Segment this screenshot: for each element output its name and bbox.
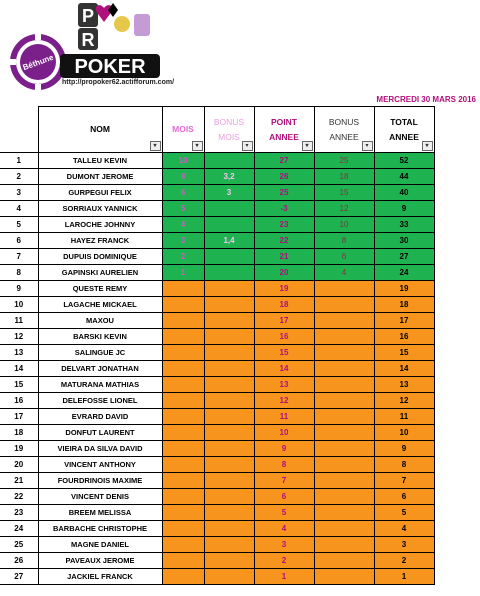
table-row — [0, 233, 434, 249]
mois-cell: 6 — [162, 185, 204, 201]
mois-cell: 1 — [162, 265, 204, 281]
row-rank: 27 — [0, 569, 38, 585]
row-rank: 1 — [0, 153, 38, 169]
total-annee-cell: 44 — [374, 169, 434, 185]
table-row — [0, 217, 434, 233]
table-row — [0, 569, 434, 585]
row-rank: 16 — [0, 393, 38, 409]
total-annee-cell: 3 — [374, 537, 434, 553]
player-name: DUPUIS DOMINIQUE — [38, 249, 162, 265]
point-annee-cell: 19 — [254, 281, 314, 297]
bonus-mois-cell — [204, 473, 254, 489]
mois-cell: 3 — [162, 233, 204, 249]
bonus-mois-cell — [204, 537, 254, 553]
bonus-annee-cell — [314, 457, 374, 473]
table-row — [0, 537, 434, 553]
point-annee-cell: 2 — [254, 553, 314, 569]
total-annee-cell: 27 — [374, 249, 434, 265]
column-header-total-annee — [374, 107, 434, 153]
bonus-mois-cell — [204, 409, 254, 425]
column-header-bonus-annee — [314, 107, 374, 153]
row-rank: 12 — [0, 329, 38, 345]
column-header-mois — [162, 107, 204, 153]
player-name: MAGNE DANIEL — [38, 537, 162, 553]
player-name: QUESTE REMY — [38, 281, 162, 297]
point-annee-cell: 9 — [254, 441, 314, 457]
total-annee-cell: 4 — [374, 521, 434, 537]
ranking-table — [0, 106, 435, 585]
bonus-mois-cell — [204, 201, 254, 217]
logo-word-poker: POKER — [74, 56, 146, 78]
mois-cell — [162, 329, 204, 345]
mois-cell — [162, 345, 204, 361]
mois-cell — [162, 537, 204, 553]
point-annee-cell: -3 — [254, 201, 314, 217]
table-row — [0, 169, 434, 185]
table-row — [0, 393, 434, 409]
row-rank: 8 — [0, 265, 38, 281]
total-annee-cell: 30 — [374, 233, 434, 249]
report-date: MERCREDI 30 MARS 2016 — [376, 95, 476, 104]
header-label-line1: BONUS — [328, 116, 360, 127]
header-label-line2: ANNEE — [389, 131, 419, 142]
table-row — [0, 489, 434, 505]
player-name: BARSKI KEVIN — [38, 329, 162, 345]
table-row — [0, 377, 434, 393]
table-header-row — [0, 107, 434, 153]
column-header-point-annee — [254, 107, 314, 153]
player-name: SALINGUE JC — [38, 345, 162, 361]
table-row — [0, 553, 434, 569]
mois-cell — [162, 489, 204, 505]
mois-cell — [162, 473, 204, 489]
row-rank: 5 — [0, 217, 38, 233]
bonus-mois-cell — [204, 217, 254, 233]
player-name: VINCENT ANTHONY — [38, 457, 162, 473]
player-name: TALLEU KEVIN — [38, 153, 162, 169]
table-row — [0, 457, 434, 473]
bonus-mois-cell: 3 — [204, 185, 254, 201]
player-name: VINCENT DENIS — [38, 489, 162, 505]
row-rank: 11 — [0, 313, 38, 329]
mois-cell — [162, 425, 204, 441]
row-rank: 19 — [0, 441, 38, 457]
bonus-annee-cell — [314, 361, 374, 377]
logo-letter-r: R — [81, 30, 95, 50]
mois-cell — [162, 281, 204, 297]
logo-letter-p: P — [81, 6, 95, 26]
mois-cell — [162, 569, 204, 585]
filter-dropdown-icon[interactable]: ▾ — [422, 141, 433, 151]
bonus-mois-cell — [204, 329, 254, 345]
bonus-annee-cell — [314, 489, 374, 505]
table-row — [0, 249, 434, 265]
bonus-mois-cell — [204, 313, 254, 329]
row-rank: 22 — [0, 489, 38, 505]
mois-cell: 10 — [162, 153, 204, 169]
bonus-annee-cell — [314, 425, 374, 441]
row-rank: 26 — [0, 553, 38, 569]
bonus-mois-cell — [204, 249, 254, 265]
bonus-annee-cell — [314, 521, 374, 537]
total-annee-cell: 2 — [374, 553, 434, 569]
point-annee-cell: 16 — [254, 329, 314, 345]
table-row — [0, 329, 434, 345]
table-row — [0, 201, 434, 217]
bonus-annee-cell — [314, 441, 374, 457]
bonus-mois-cell — [204, 505, 254, 521]
mois-cell — [162, 505, 204, 521]
total-annee-cell: 13 — [374, 377, 434, 393]
table-row — [0, 425, 434, 441]
header-label-line2: ANNEE — [329, 131, 359, 142]
point-annee-cell: 1 — [254, 569, 314, 585]
bonus-annee-cell — [314, 329, 374, 345]
total-annee-cell: 8 — [374, 457, 434, 473]
row-rank: 7 — [0, 249, 38, 265]
bonus-annee-cell — [314, 297, 374, 313]
bonus-mois-cell: 1,4 — [204, 233, 254, 249]
bonus-annee-cell — [314, 377, 374, 393]
bonus-annee-cell — [314, 569, 374, 585]
point-annee-cell: 3 — [254, 537, 314, 553]
table-row — [0, 153, 434, 169]
bonus-annee-cell — [314, 473, 374, 489]
filter-dropdown-icon[interactable]: ▾ — [362, 141, 373, 151]
player-name: MAXOU — [38, 313, 162, 329]
bonus-annee-cell — [314, 505, 374, 521]
point-annee-cell: 21 — [254, 249, 314, 265]
bonus-mois-cell — [204, 553, 254, 569]
bonus-mois-cell — [204, 489, 254, 505]
player-name: DELVART JONATHAN — [38, 361, 162, 377]
table-row — [0, 265, 434, 281]
table-body — [0, 153, 434, 585]
bonus-mois-cell: 3,2 — [204, 169, 254, 185]
bonus-annee-cell: 15 — [314, 185, 374, 201]
point-annee-cell: 6 — [254, 489, 314, 505]
bonus-mois-cell — [204, 441, 254, 457]
table-row — [0, 185, 434, 201]
player-name: VIEIRA DA SILVA DAVID — [38, 441, 162, 457]
total-annee-cell: 52 — [374, 153, 434, 169]
total-annee-cell: 1 — [374, 569, 434, 585]
player-name: MATURANA MATHIAS — [38, 377, 162, 393]
total-annee-cell: 11 — [374, 409, 434, 425]
row-rank: 18 — [0, 425, 38, 441]
point-annee-cell: 20 — [254, 265, 314, 281]
propoker-logo — [0, 0, 200, 92]
point-annee-cell: 25 — [254, 185, 314, 201]
player-name: DUMONT JEROME — [38, 169, 162, 185]
row-rank: 21 — [0, 473, 38, 489]
table-row — [0, 281, 434, 297]
bonus-mois-cell — [204, 281, 254, 297]
point-annee-cell: 4 — [254, 521, 314, 537]
player-name: BREEM MELISSA — [38, 505, 162, 521]
row-rank: 9 — [0, 281, 38, 297]
point-annee-cell: 10 — [254, 425, 314, 441]
total-annee-cell: 17 — [374, 313, 434, 329]
column-header-nom — [38, 107, 162, 153]
bonus-annee-cell: 10 — [314, 217, 374, 233]
logo-url[interactable]: http://propoker62.actifforum.com/ — [62, 79, 175, 86]
bonus-mois-cell — [204, 377, 254, 393]
player-name: LAROCHE JOHNNY — [38, 217, 162, 233]
point-annee-cell: 5 — [254, 505, 314, 521]
point-annee-cell: 18 — [254, 297, 314, 313]
bonus-annee-cell — [314, 537, 374, 553]
player-name: EVRARD DAVID — [38, 409, 162, 425]
total-annee-cell: 33 — [374, 217, 434, 233]
bonus-mois-cell — [204, 297, 254, 313]
player-name: SORRIAUX YANNICK — [38, 201, 162, 217]
total-annee-cell: 18 — [374, 297, 434, 313]
total-annee-cell: 5 — [374, 505, 434, 521]
row-rank: 14 — [0, 361, 38, 377]
table-row — [0, 505, 434, 521]
header-label-line2: MOIS — [218, 131, 240, 142]
bonus-annee-cell: 6 — [314, 249, 374, 265]
mois-cell — [162, 457, 204, 473]
chip-text: Béthune — [21, 52, 55, 73]
mois-cell: 4 — [162, 217, 204, 233]
player-name: GAPINSKI AURELIEN — [38, 265, 162, 281]
filter-dropdown-icon[interactable]: ▾ — [302, 141, 313, 151]
header-label: NOM — [90, 124, 110, 134]
total-annee-cell: 40 — [374, 185, 434, 201]
bonus-mois-cell — [204, 265, 254, 281]
mois-cell — [162, 393, 204, 409]
row-rank: 24 — [0, 521, 38, 537]
point-annee-cell: 8 — [254, 457, 314, 473]
mois-cell — [162, 553, 204, 569]
player-name: BARBACHE CHRISTOPHE — [38, 521, 162, 537]
player-name: JACKIEL FRANCK — [38, 569, 162, 585]
row-rank: 15 — [0, 377, 38, 393]
bonus-mois-cell — [204, 457, 254, 473]
total-annee-cell: 10 — [374, 425, 434, 441]
total-annee-cell: 6 — [374, 489, 434, 505]
point-annee-cell: 13 — [254, 377, 314, 393]
row-rank: 6 — [0, 233, 38, 249]
bonus-mois-cell — [204, 569, 254, 585]
row-rank: 10 — [0, 297, 38, 313]
bonus-mois-cell — [204, 521, 254, 537]
total-annee-cell: 9 — [374, 201, 434, 217]
header-label-line2: ANNEE — [269, 131, 299, 142]
total-annee-cell: 19 — [374, 281, 434, 297]
bonus-mois-cell — [204, 345, 254, 361]
mois-cell — [162, 361, 204, 377]
total-annee-cell: 15 — [374, 345, 434, 361]
total-annee-cell: 7 — [374, 473, 434, 489]
point-annee-cell: 23 — [254, 217, 314, 233]
bonus-annee-cell: 12 — [314, 201, 374, 217]
mois-cell — [162, 313, 204, 329]
point-annee-cell: 11 — [254, 409, 314, 425]
column-header-bonus-mois — [204, 107, 254, 153]
point-annee-cell: 22 — [254, 233, 314, 249]
bonus-annee-cell — [314, 409, 374, 425]
total-annee-cell: 16 — [374, 329, 434, 345]
bonus-mois-cell — [204, 153, 254, 169]
bonus-annee-cell: 18 — [314, 169, 374, 185]
point-annee-cell: 7 — [254, 473, 314, 489]
table-row — [0, 409, 434, 425]
bonus-annee-cell: 4 — [314, 265, 374, 281]
table-row — [0, 361, 434, 377]
player-name: HAYEZ FRANCK — [38, 233, 162, 249]
player-name: FOURDRINOIS MAXIME — [38, 473, 162, 489]
filter-dropdown-icon[interactable]: ▾ — [242, 141, 253, 151]
table-row — [0, 345, 434, 361]
table-row — [0, 521, 434, 537]
mois-cell: 8 — [162, 169, 204, 185]
row-rank: 17 — [0, 409, 38, 425]
table-row — [0, 473, 434, 489]
row-rank: 25 — [0, 537, 38, 553]
mois-cell — [162, 409, 204, 425]
row-rank: 23 — [0, 505, 38, 521]
point-annee-cell: 17 — [254, 313, 314, 329]
mois-cell — [162, 441, 204, 457]
table-row — [0, 297, 434, 313]
bonus-mois-cell — [204, 425, 254, 441]
mois-cell: 2 — [162, 249, 204, 265]
bonus-annee-cell — [314, 553, 374, 569]
row-rank: 3 — [0, 185, 38, 201]
header-label-line1: BONUS — [213, 116, 245, 127]
table-row — [0, 441, 434, 457]
filter-dropdown-icon[interactable]: ▾ — [192, 141, 203, 151]
point-annee-cell: 27 — [254, 153, 314, 169]
total-annee-cell: 24 — [374, 265, 434, 281]
row-rank: 2 — [0, 169, 38, 185]
player-name: PAVEAUX JEROME — [38, 553, 162, 569]
player-name: DELEFOSSE LIONEL — [38, 393, 162, 409]
bonus-annee-cell — [314, 281, 374, 297]
player-name: LAGACHE MICKAEL — [38, 297, 162, 313]
bonus-annee-cell: 25 — [314, 153, 374, 169]
player-name: DONFUT LAURENT — [38, 425, 162, 441]
bonus-annee-cell: 8 — [314, 233, 374, 249]
bonus-mois-cell — [204, 361, 254, 377]
table-row — [0, 313, 434, 329]
mois-cell: 5 — [162, 201, 204, 217]
total-annee-cell: 9 — [374, 441, 434, 457]
bonus-annee-cell — [314, 345, 374, 361]
header-label-line1: TOTAL — [390, 116, 418, 127]
total-annee-cell: 14 — [374, 361, 434, 377]
bonus-annee-cell — [314, 393, 374, 409]
point-annee-cell: 26 — [254, 169, 314, 185]
bonus-annee-cell — [314, 313, 374, 329]
filter-dropdown-icon[interactable]: ▾ — [150, 141, 161, 151]
mois-cell — [162, 297, 204, 313]
point-annee-cell: 12 — [254, 393, 314, 409]
row-rank: 4 — [0, 201, 38, 217]
point-annee-cell: 14 — [254, 361, 314, 377]
row-rank: 20 — [0, 457, 38, 473]
header-label-line1: POINT — [271, 116, 297, 127]
mois-cell — [162, 377, 204, 393]
player-name: GURPEGUI FELIX — [38, 185, 162, 201]
total-annee-cell: 12 — [374, 393, 434, 409]
point-annee-cell: 15 — [254, 345, 314, 361]
rank-header — [0, 107, 38, 153]
header-label: MOIS — [172, 124, 194, 134]
row-rank: 13 — [0, 345, 38, 361]
bonus-mois-cell — [204, 393, 254, 409]
mois-cell — [162, 521, 204, 537]
